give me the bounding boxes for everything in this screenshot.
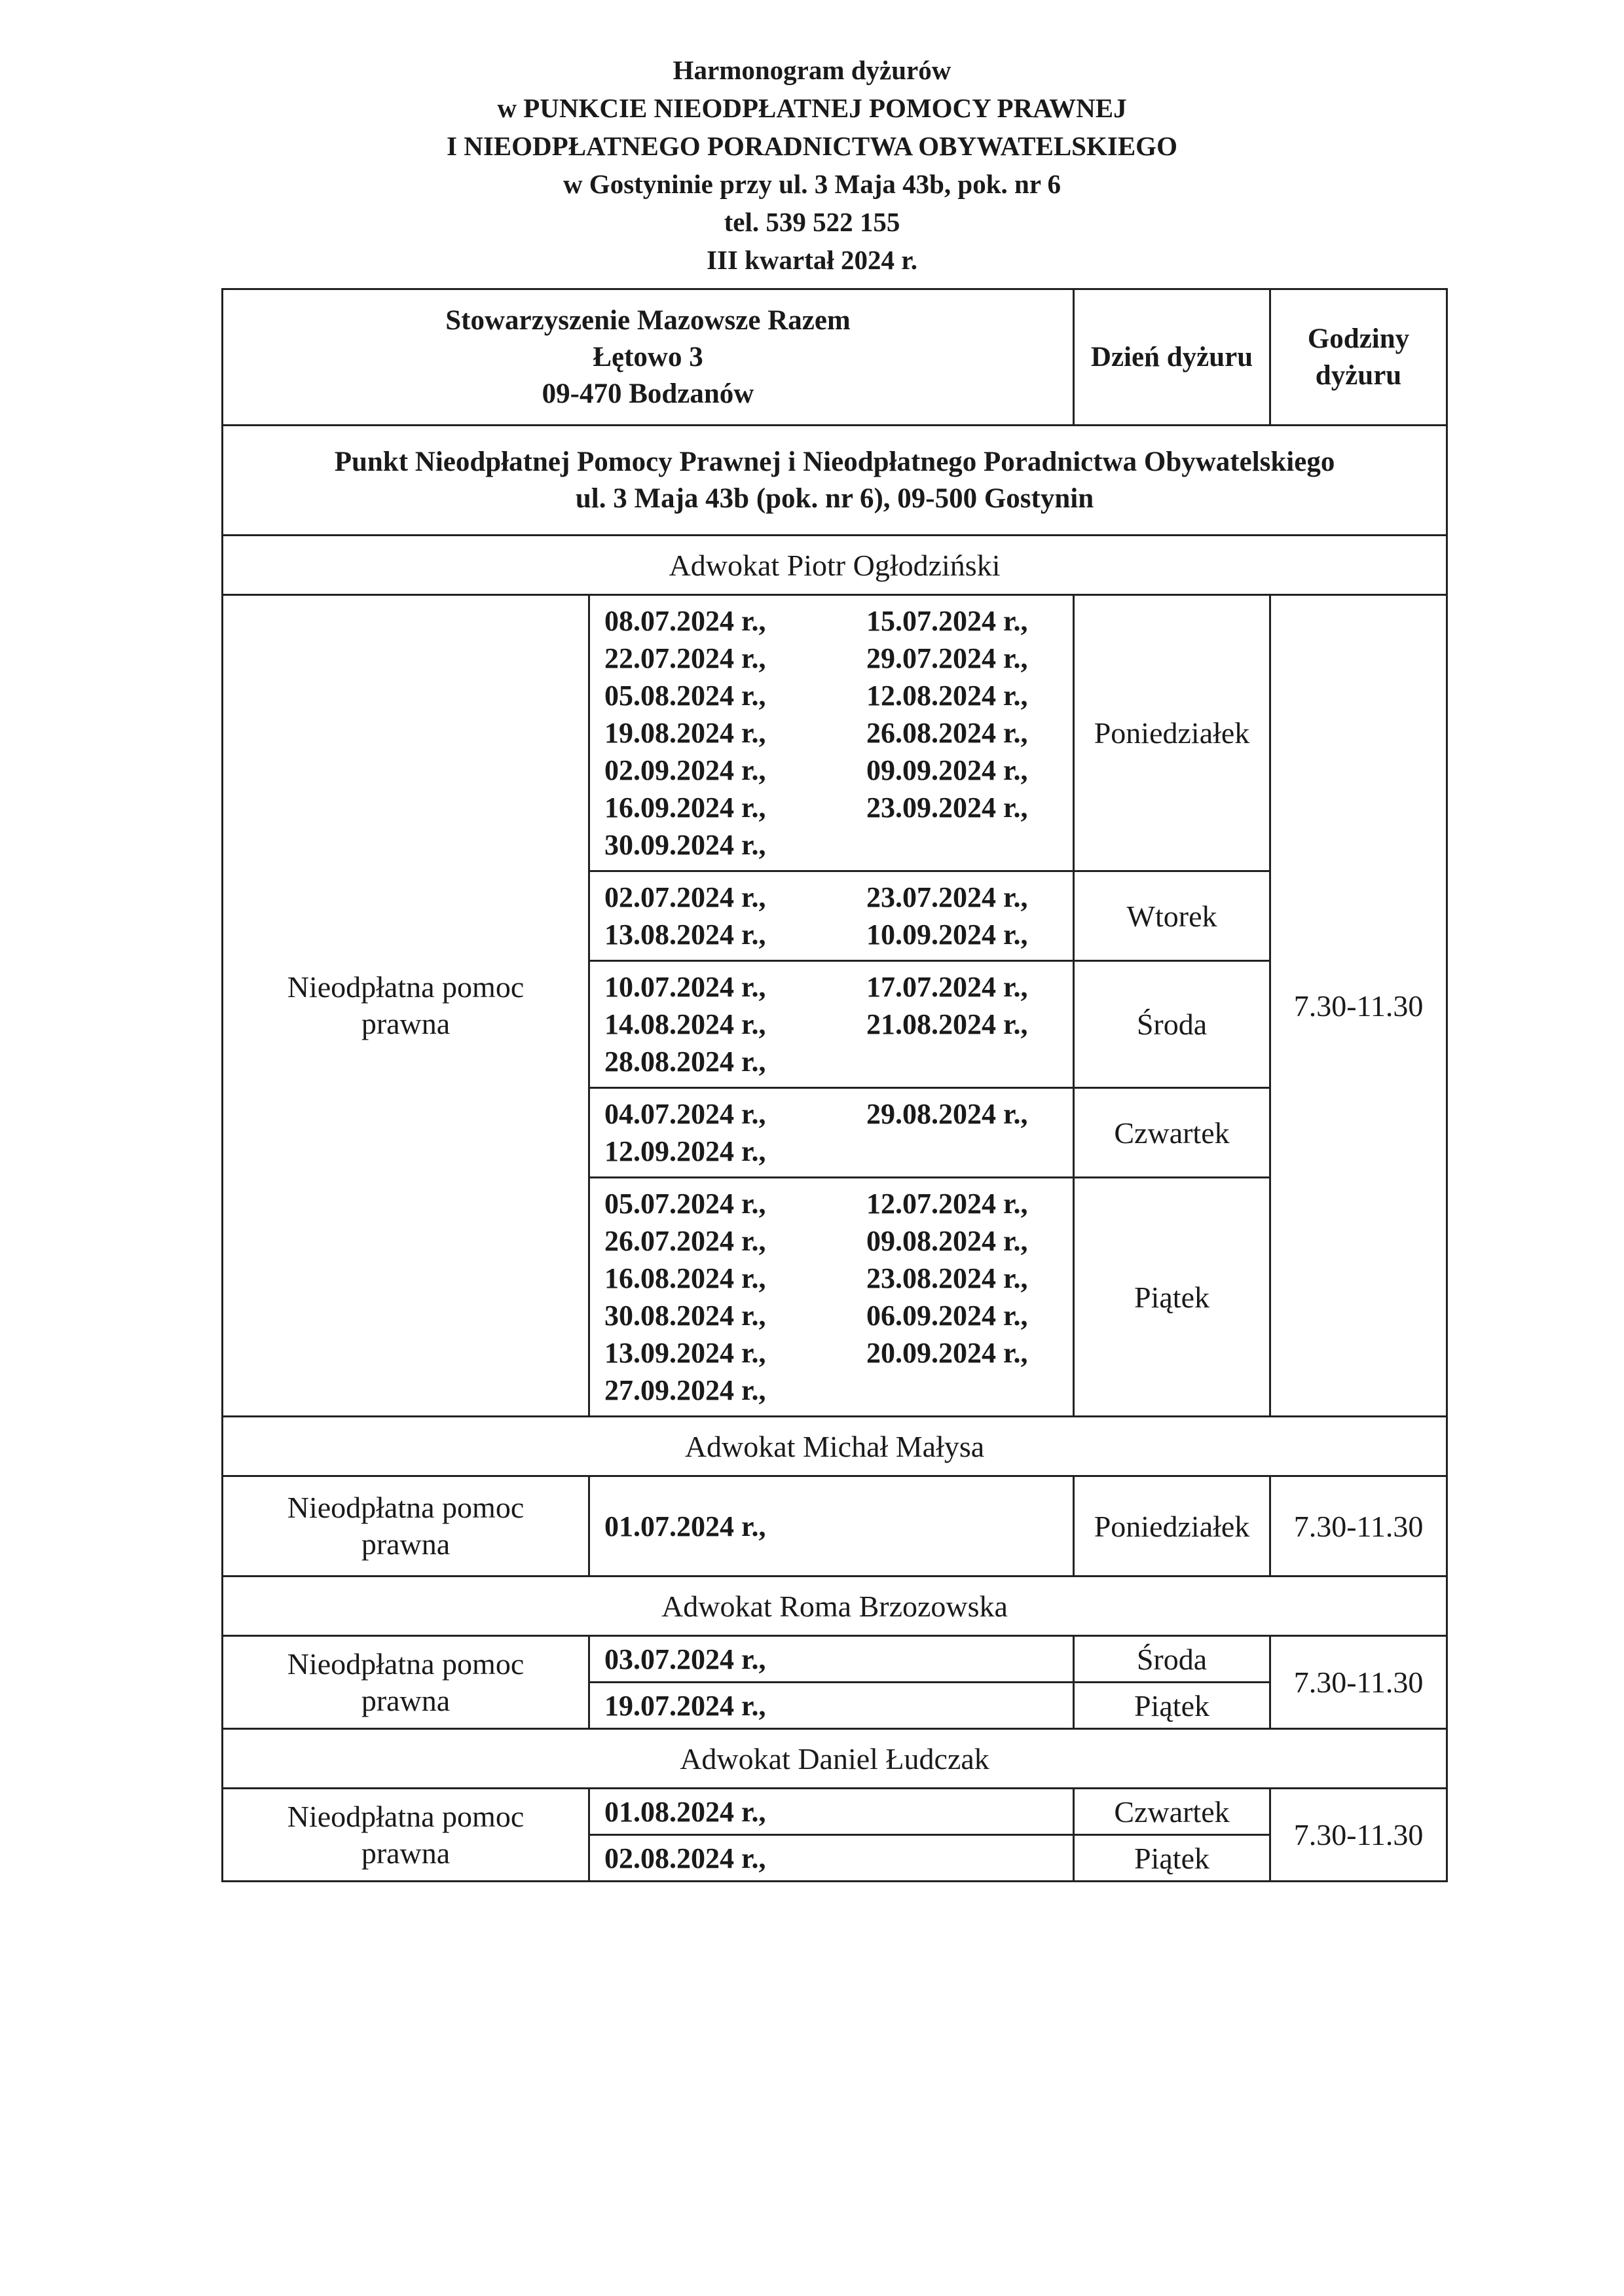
duty-date: 22.07.2024 r., [604,642,766,674]
schedule-table [221,288,1448,1882]
punkt-address: ul. 3 Maja 43b (pok. nr 6), 09-500 Gostynin [575,483,1094,514]
duty-date: 04.07.2024 r., [604,1098,766,1130]
service-type-cell: Nieodpłatna pomoc prawna [223,1476,589,1576]
duty-date: 03.07.2024 r., [604,1643,766,1675]
duty-day: Piątek [1074,1835,1270,1882]
dates-grid [604,879,1061,953]
lawyer-name: Adwokat Roma Brzozowska [223,1576,1447,1636]
dates-cell [589,1178,1074,1417]
duty-day: Poniedziałek [1074,595,1270,871]
duty-date: 06.09.2024 r., [866,1300,1028,1332]
duty-date: 21.08.2024 r., [866,1008,1028,1040]
punkt-row [223,426,1447,536]
duty-hours: 7.30-11.30 [1270,1636,1447,1729]
dates-grid [604,1185,1061,1409]
duty-day: Piątek [1074,1683,1270,1729]
lawyer-row [223,1729,1447,1789]
header-phone: tel. 539 522 155 [724,207,900,237]
duty-hours: 7.30-11.30 [1270,595,1447,1417]
duty-date: 05.08.2024 r., [604,680,766,712]
lawyer-row [223,1417,1447,1476]
duty-date: 02.08.2024 r., [604,1842,766,1874]
schedule-row [223,1476,1447,1576]
duty-date: 23.09.2024 r., [866,792,1028,824]
service-type-cell: Nieodpłatna pomoc prawna [223,1789,589,1882]
schedule-row [223,595,1447,871]
duty-date: 13.08.2024 r., [604,919,766,951]
duty-hours: 7.30-11.30 [1270,1476,1447,1576]
duty-date: 27.09.2024 r., [604,1374,766,1406]
duty-date: 30.09.2024 r., [604,829,766,861]
org-city: 09-470 Bodzanów [542,378,754,409]
service-type-cell: Nieodpłatna pomoc prawna [223,595,589,1417]
dates-cell [589,1636,1074,1683]
duty-date: 10.09.2024 r., [866,919,1028,951]
duty-date: 10.07.2024 r., [604,971,766,1003]
duty-date: 23.07.2024 r., [866,881,1028,913]
dates-cell [589,1789,1074,1835]
dates-cell [589,1683,1074,1729]
duty-date: 13.09.2024 r., [604,1337,766,1369]
lawyer-row [223,536,1447,595]
duty-date: 16.09.2024 r., [604,792,766,824]
day-column-header: Dzień dyżuru [1074,289,1270,426]
duty-date: 29.07.2024 r., [866,642,1028,674]
duty-date: 02.07.2024 r., [604,881,766,913]
org-street: Łętowo 3 [593,341,703,373]
duty-date: 12.08.2024 r., [866,680,1028,712]
duty-date: 30.08.2024 r., [604,1300,766,1332]
duty-date: 05.07.2024 r., [604,1188,766,1220]
duty-day: Środa [1074,1636,1270,1683]
duty-day: Piątek [1074,1178,1270,1417]
duty-date: 09.08.2024 r., [866,1225,1028,1257]
org-cell [223,289,1074,426]
duty-date: 15.07.2024 r., [866,605,1028,637]
dates-cell [589,1088,1074,1178]
lawyer-name: Adwokat Piotr Ogłodziński [223,536,1447,595]
hours-column-header: Godziny dyżuru [1270,289,1447,426]
document-header [0,51,1624,279]
punkt-cell [223,426,1447,536]
header-line-3: I NIEODPŁATNEGO PORADNICTWA OBYWATELSKIEGO [447,131,1177,161]
duty-date: 01.07.2024 r., [604,1510,766,1542]
schedule-row [223,1789,1447,1835]
duty-date: 12.07.2024 r., [866,1188,1028,1220]
duty-day: Czwartek [1074,1789,1270,1835]
dates-grid [604,1095,1061,1170]
dates-cell [589,1476,1074,1576]
duty-day: Wtorek [1074,871,1270,961]
duty-date: 14.08.2024 r., [604,1008,766,1040]
lawyer-name: Adwokat Michał Małysa [223,1417,1447,1476]
lawyer-name: Adwokat Daniel Łudczak [223,1729,1447,1789]
duty-date: 17.07.2024 r., [866,971,1028,1003]
dates-cell [589,1835,1074,1882]
duty-date: 02.09.2024 r., [604,754,766,786]
duty-date: 28.08.2024 r., [604,1046,766,1078]
duty-date: 20.09.2024 r., [866,1337,1028,1369]
header-line-2: w PUNKCIE NIEODPŁATNEJ POMOCY PRAWNEJ [497,93,1127,123]
duty-date: 23.08.2024 r., [866,1262,1028,1294]
duty-date: 09.09.2024 r., [866,754,1028,786]
dates-grid [604,602,1061,864]
dates-cell [589,961,1074,1088]
header-quarter: III kwartał 2024 r. [707,245,917,275]
duty-date: 26.08.2024 r., [866,717,1028,749]
dates-grid [604,968,1061,1080]
duty-date: 19.07.2024 r., [604,1689,766,1722]
header-address: w Gostyninie przy ul. 3 Maja 43b, pok. nr 6 [563,169,1061,199]
duty-date: 19.08.2024 r., [604,717,766,749]
schedule-row [223,1636,1447,1683]
duty-date: 01.08.2024 r., [604,1795,766,1828]
duty-day: Środa [1074,961,1270,1088]
lawyer-row [223,1576,1447,1636]
duty-date: 26.07.2024 r., [604,1225,766,1257]
duty-date: 08.07.2024 r., [604,605,766,637]
punkt-name: Punkt Nieodpłatnej Pomocy Prawnej i Nieodpłatnego Poradnictwa Obywatelskiego [334,446,1335,477]
service-type-cell: Nieodpłatna pomoc prawna [223,1636,589,1729]
dates-cell [589,871,1074,961]
org-header-row [223,289,1447,426]
org-name: Stowarzyszenie Mazowsze Razem [445,304,851,336]
duty-date: 29.08.2024 r., [866,1098,1028,1130]
duty-day: Poniedziałek [1074,1476,1270,1576]
duty-date: 12.09.2024 r., [604,1135,766,1167]
duty-date: 16.08.2024 r., [604,1262,766,1294]
dates-cell [589,595,1074,871]
header-title: Harmonogram dyżurów [673,55,951,85]
duty-hours: 7.30-11.30 [1270,1789,1447,1882]
duty-day: Czwartek [1074,1088,1270,1178]
